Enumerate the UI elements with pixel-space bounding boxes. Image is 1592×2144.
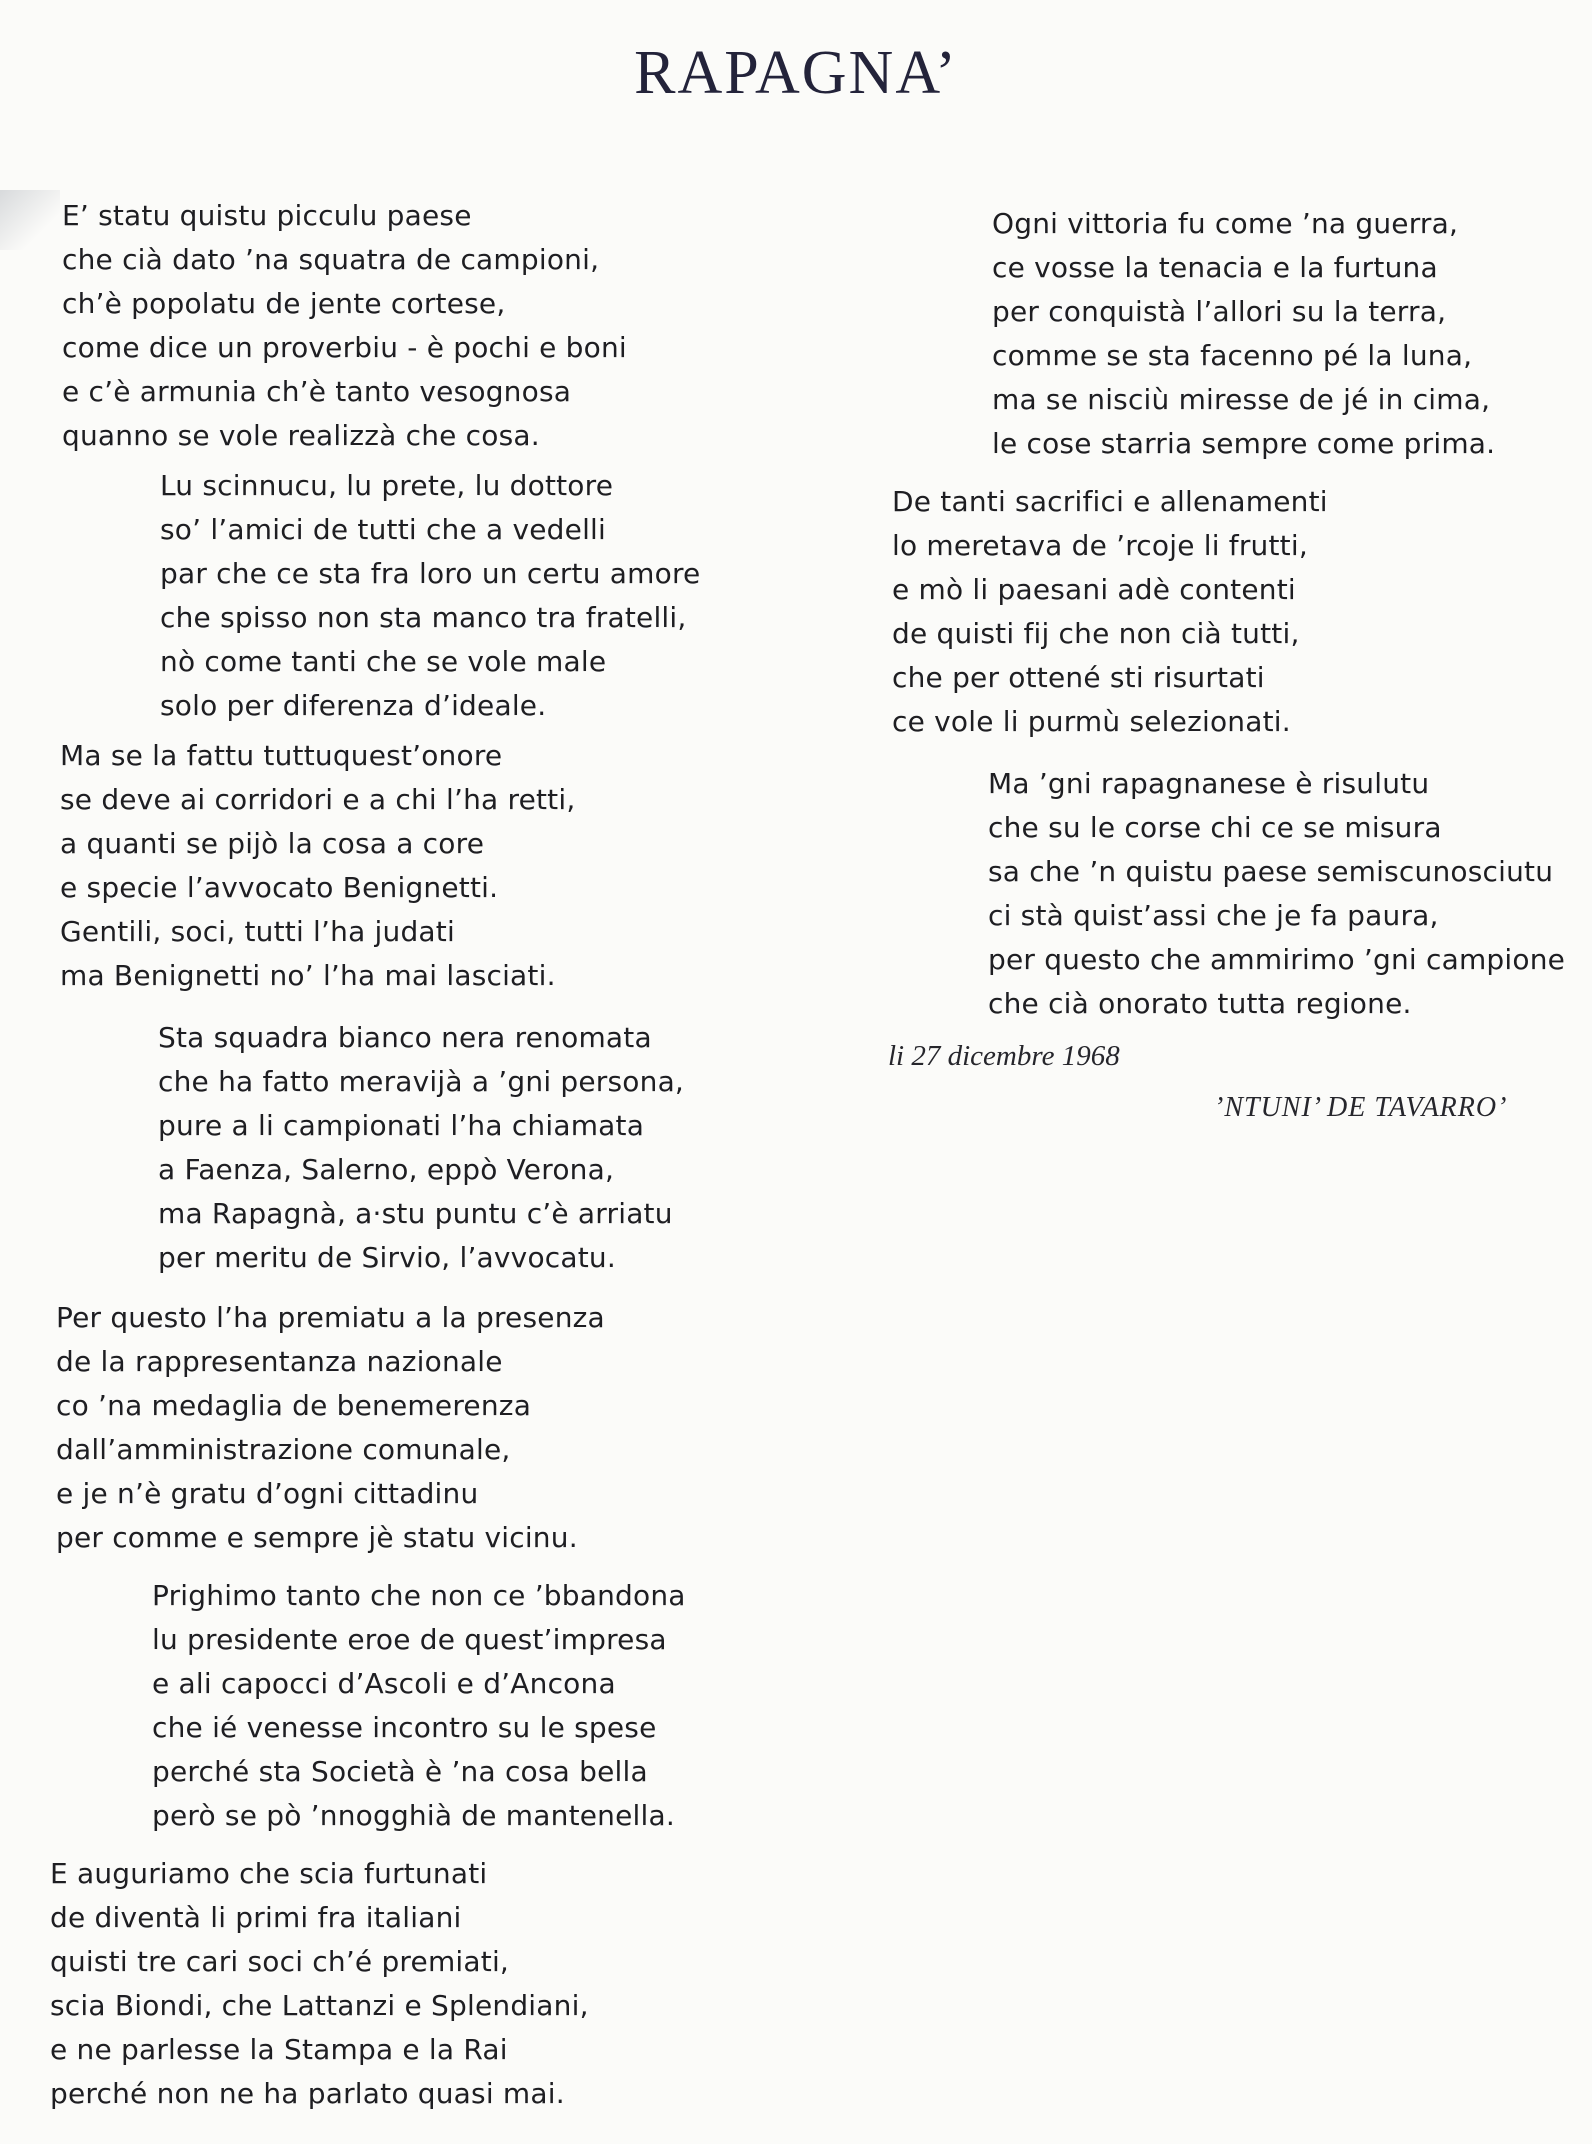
verse-line: ce vole li purmù selezionati.: [892, 705, 1291, 738]
verse-line: perché non ne ha parlato quasi mai.: [50, 2077, 565, 2110]
verse-line: lo meretava de ’rcoje li frutti,: [892, 529, 1308, 562]
verse-line: E auguriamo che scia furtunati: [50, 1857, 488, 1890]
verse-line: pure a li campionati l’ha chiamata: [158, 1109, 645, 1142]
verse-line: sa che ’n quistu paese semiscunosciutu: [988, 855, 1554, 888]
verse-line: comme se sta facenno pé la luna,: [992, 339, 1473, 372]
stanza-left-4: [158, 1016, 684, 1280]
poem-date: li 27 dicembre 1968: [888, 1040, 1120, 1072]
verse-line: Gentili, soci, tutti l’ha judati: [60, 915, 455, 948]
verse-line: e ali capocci d’Ascoli e d’Ancona: [152, 1667, 616, 1700]
verse-line: Prighimo tanto che non ce ’bbandona: [152, 1579, 686, 1612]
verse-line: e ne parlesse la Stampa e la Rai: [50, 2033, 508, 2066]
verse-line: scia Biondi, che Lattanzi e Splendiani,: [50, 1989, 589, 2022]
verse-line: per questo che ammirimo ’gni campione: [988, 943, 1566, 976]
stanza-left-1: [62, 194, 627, 458]
verse-line: ma Rapagnà, a·stu puntu c’è arriatu: [158, 1197, 673, 1230]
verse-line: che per ottené sti risurtati: [892, 661, 1265, 694]
verse-line: per conquistà l’allori su la terra,: [992, 295, 1447, 328]
verse-line: Per questo l’ha premiatu a la presenza: [56, 1301, 605, 1334]
verse-line: per meritu de Sirvio, l’avvocatu.: [158, 1241, 616, 1274]
verse-line: ma Benignetti no’ l’ha mai lasciati.: [60, 959, 556, 992]
verse-line: che cià onorato tutta regione.: [988, 987, 1412, 1020]
page-edge-shadow: [0, 190, 60, 250]
verse-line: perché sta Società è ’na cosa bella: [152, 1755, 648, 1788]
verse-line: Lu scinnucu, lu prete, lu dottore: [160, 469, 614, 502]
verse-line: nò come tanti che se vole male: [160, 645, 607, 678]
verse-line: de diventà li primi fra italiani: [50, 1901, 462, 1934]
verse-line: e je n’è gratu d’ogni cittadinu: [56, 1477, 479, 1510]
verse-line: però se pò ’nnogghià de mantenella.: [152, 1799, 675, 1832]
verse-line: co ’na medaglia de benemerenza: [56, 1389, 532, 1422]
verse-line: a quanti se pijò la cosa a core: [60, 827, 485, 860]
verse-line: so’ l’amici de tutti che a vedelli: [160, 513, 607, 546]
stanza-left-6: [152, 1574, 686, 1838]
author-signature: ’NTUNI’ DE TAVARRO’: [1214, 1092, 1508, 1123]
verse-line: Ma ’gni rapagnanese è risulutu: [988, 767, 1430, 800]
verse-line: quisti tre cari soci ch’é premiati,: [50, 1945, 510, 1978]
verse-line: De tanti sacrifici e allenamenti: [892, 485, 1328, 518]
verse-line: ci stà quist’assi che je fa paura,: [988, 899, 1439, 932]
verse-line: E’ statu quistu picculu paese: [62, 199, 472, 232]
verse-line: e mò li paesani adè contenti: [892, 573, 1296, 606]
verse-line: che cià dato ’na squatra de campioni,: [62, 243, 600, 276]
verse-line: ch’è popolatu de jente cortese,: [62, 287, 506, 320]
verse-line: per comme e sempre jè statu vicinu.: [56, 1521, 578, 1554]
verse-line: quanno se vole realizzà che cosa.: [62, 419, 540, 452]
stanza-left-5: [56, 1296, 605, 1560]
verse-line: de quisti fij che non cià tutti,: [892, 617, 1300, 650]
verse-line: che ié venesse incontro su le spese: [152, 1711, 657, 1744]
verse-line: e c’è armunia ch’è tanto vesognosa: [62, 375, 572, 408]
verse-line: che spisso non sta manco tra fratelli,: [160, 601, 687, 634]
verse-line: che su le corse chi ce se misura: [988, 811, 1442, 844]
verse-line: le cose starria sempre come prima.: [992, 427, 1496, 460]
verse-line: che ha fatto meravijà a ’gni persona,: [158, 1065, 685, 1098]
verse-line: lu presidente eroe de quest’impresa: [152, 1623, 667, 1656]
stanza-left-3: [60, 734, 575, 998]
verse-line: solo per diferenza d’ideale.: [160, 689, 547, 722]
verse-line: a Faenza, Salerno, eppò Verona,: [158, 1153, 615, 1186]
stanza-right-2: [892, 480, 1328, 744]
verse-line: Sta squadra bianco nera renomata: [158, 1021, 652, 1054]
stanza-right-3: [988, 762, 1565, 1026]
verse-line: Ogni vittoria fu come ’na guerra,: [992, 207, 1459, 240]
verse-line: se deve ai corridori e a chi l’ha retti,: [60, 783, 576, 816]
verse-line: e specie l’avvocato Benignetti.: [60, 871, 499, 904]
verse-line: Ma se la fattu tuttuquest’onore: [60, 739, 503, 772]
verse-line: ce vosse la tenacia e la furtuna: [992, 251, 1438, 284]
verse-line: dall’amministrazione comunale,: [56, 1433, 511, 1466]
verse-line: ma se nisciù miresse de jé in cima,: [992, 383, 1491, 416]
stanza-left-2: [160, 464, 700, 728]
verse-line: par che ce sta fra loro un certu amore: [160, 557, 701, 590]
page-title: RAPAGNA’: [634, 39, 958, 107]
verse-line: come dice un proverbiu - è pochi e boni: [62, 331, 627, 364]
verse-line: de la rappresentanza nazionale: [56, 1345, 503, 1378]
stanza-right-1: [992, 202, 1495, 466]
stanza-left-7: [50, 1852, 589, 2116]
